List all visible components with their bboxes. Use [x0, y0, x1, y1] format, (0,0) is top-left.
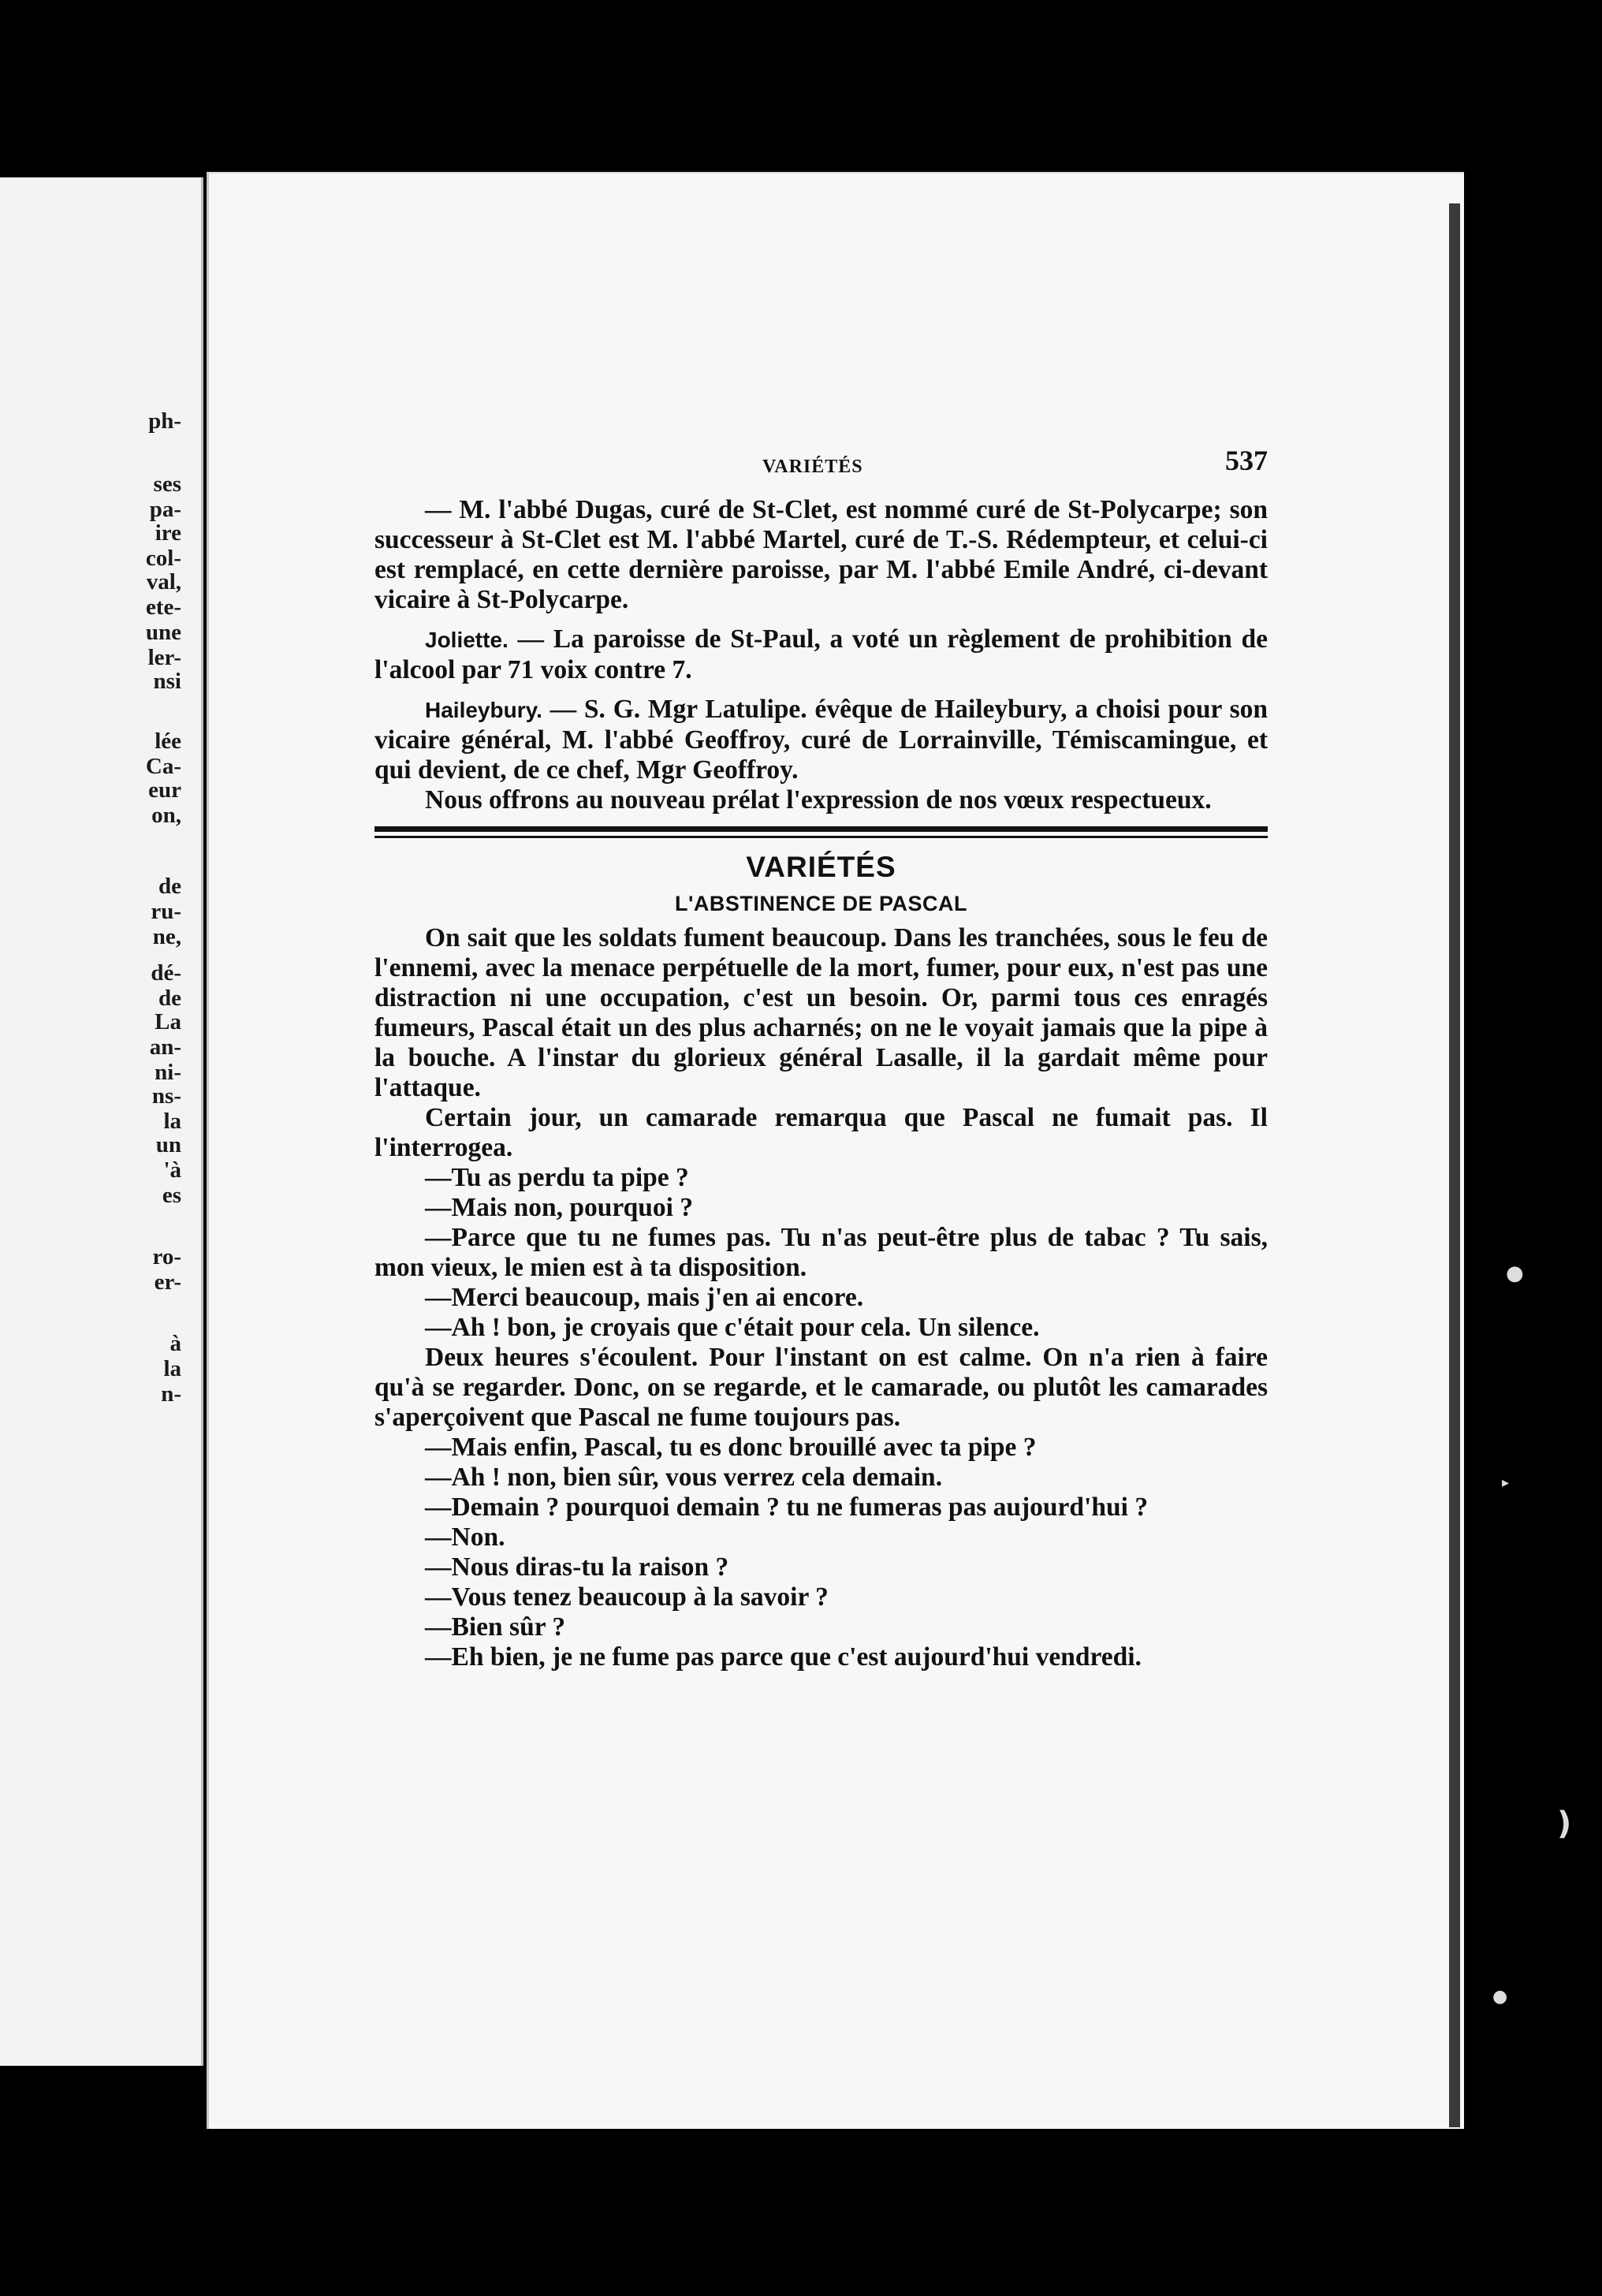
left-page-fragment: de [158, 874, 181, 899]
left-page-fragment: ns- [151, 1083, 181, 1109]
left-page-fragment: ete- [145, 594, 181, 620]
section-divider-thick [374, 826, 1268, 832]
story-paragraph-3: Deux heures s'écoulent. Pour l'instant on est calme. On n'a rien à faire qu'à se regarder. Donc, on se regarde, et le camarade, ou plutôt les camarades s'aperçoivent que Pascal ne fume toujours pas. [374, 1343, 1268, 1432]
left-page-fragment: lée [155, 729, 181, 754]
haileybury-text: — S. G. Mgr Latulipe. évêque de Haileybury, a choisi pour son vicaire général, M. l'abbé Geoffroy, curé de Lorrainville, Témiscamingue, et qui devient, de ce chef, Mgr Geoffroy. [374, 695, 1268, 785]
left-page-fragment: 'à [163, 1157, 181, 1183]
story-paragraph-2: Certain jour, un camarade remarqua que Pascal ne fumait pas. Il l'interrogea. [374, 1103, 1268, 1162]
page-number: 537 [1225, 445, 1268, 476]
left-page-fragment: La [155, 1009, 181, 1034]
left-page-fragment: un [155, 1132, 181, 1157]
left-page-fragment: ler- [147, 645, 181, 670]
left-page-fragment: an- [149, 1034, 181, 1060]
scan-speck: ▸ [1502, 1474, 1510, 1491]
news-paragraph-haileybury [374, 695, 1268, 785]
left-page-fragment: ni- [155, 1060, 181, 1085]
left-page-fragment: une [145, 620, 181, 645]
dialogue-line: —Tu as perdu ta pipe ? [425, 1163, 689, 1192]
left-page-fragment: ru- [151, 899, 181, 924]
story-paragraph-1: On sait que les soldats fument beaucoup. Dans les tranchées, sous le feu de l'ennemi, avec la menace perpétuelle de la mort, fumer, pour eux, n'est pas une distraction ni une occupation, c'est un besoin. Or, parmi tous ces enragés fumeurs, Pascal était un des plus acharnés; on ne le voyait jamais que la pipe à la bouche. A l'instar du glorieux général Lasalle, il la gardait même pour l'attaque. [374, 923, 1268, 1102]
news-paragraph-joliette [374, 624, 1268, 685]
dialogue-line: —Ah ! bon, je croyais que c'était pour cela. Un silence. [425, 1313, 1040, 1342]
page-537 [207, 172, 1464, 2129]
news-paragraph-dugas: — M. l'abbé Dugas, curé de St-Clet, est nommé curé de St-Polycarpe; son successeur à St-Clet est M. l'abbé Martel, curé de T.-S. Rédempteur, et celui-ci est remplacé, en cette dernière paroisse, par M. l'abbé Emile André, ci-devant vicaire à St-Polycarpe. [374, 495, 1268, 614]
section-divider-thin [374, 836, 1268, 838]
left-page-fragment: à [170, 1331, 181, 1356]
left-page-fragment: on, [151, 803, 181, 828]
left-page-fragment: de [158, 986, 181, 1011]
page-body [374, 495, 1268, 1672]
page-header [374, 445, 1268, 485]
left-page-fragment: pa- [149, 497, 181, 522]
left-page-fragment: n- [161, 1381, 181, 1407]
dialogue-line: —Vous tenez beaucoup à la savoir ? [425, 1582, 829, 1612]
section-title: VARIÉTÉS [746, 851, 896, 883]
left-page-fragment: er- [154, 1269, 181, 1295]
dialogue-line: —Nous diras-tu la raison ? [425, 1552, 729, 1582]
dialogue-line: —Parce que tu ne fumes pas. Tu n'as peut-être plus de tabac ? Tu sais, mon vieux, le mien est à ta disposition. [374, 1223, 1268, 1282]
left-page-fragment: ro- [152, 1244, 181, 1269]
joliette-text: — La paroisse de St-Paul, a voté un règlement de prohibition de l'alcool par 71 voix contre 7. [374, 624, 1268, 684]
left-page-fragment: ph- [148, 408, 181, 434]
left-page-fragment: ne, [152, 924, 181, 949]
left-page-fragment: eur [148, 777, 181, 803]
scan-speck: ● [1492, 1987, 1508, 2007]
scan-speck: ● [1506, 1262, 1524, 1285]
left-page-fragment: ire [155, 520, 181, 546]
dialogue-line: —Non. [425, 1523, 505, 1552]
place-joliette: Joliette. [425, 628, 509, 652]
dialogue-line: —Demain ? pourquoi demain ? tu ne fumeras pas aujourd'hui ? [425, 1493, 1149, 1522]
dialogue-line: —Mais non, pourquoi ? [425, 1193, 694, 1222]
dialogue-line: —Mais enfin, Pascal, tu es donc brouillé avec ta pipe ? [425, 1433, 1037, 1462]
news-paragraph-vows: Nous offrons au nouveau prélat l'expression de nos vœux respectueux. [425, 785, 1212, 814]
left-page-fragment: es [162, 1183, 181, 1208]
left-page-fragment: la [163, 1356, 181, 1381]
dialogue-line: —Eh bien, je ne fume pas parce que c'est aujourd'hui vendredi. [425, 1642, 1142, 1672]
left-page-fragment: val, [146, 569, 181, 594]
left-page-fragment: nsi [153, 669, 181, 694]
left-page-fragment: la [163, 1109, 181, 1134]
left-facing-page [0, 177, 203, 2066]
place-haileybury: Haileybury. [425, 698, 542, 722]
left-page-fragment: dé- [151, 960, 181, 986]
dialogue-line: —Ah ! non, bien sûr, vous verrez cela demain. [425, 1463, 943, 1492]
page-edge-shadow [1449, 203, 1460, 2127]
running-head: VARIÉTÉS [762, 457, 863, 477]
scan-speck: ) [1557, 1806, 1572, 1842]
left-page-fragment: ses [153, 472, 181, 497]
left-page-fragment: col- [145, 546, 181, 571]
left-page-fragment: Ca- [145, 754, 181, 779]
dialogue-line: —Bien sûr ? [425, 1612, 566, 1642]
dialogue-line: —Merci beaucoup, mais j'en ai encore. [425, 1283, 864, 1312]
article-title: L'ABSTINENCE DE PASCAL [675, 892, 967, 915]
